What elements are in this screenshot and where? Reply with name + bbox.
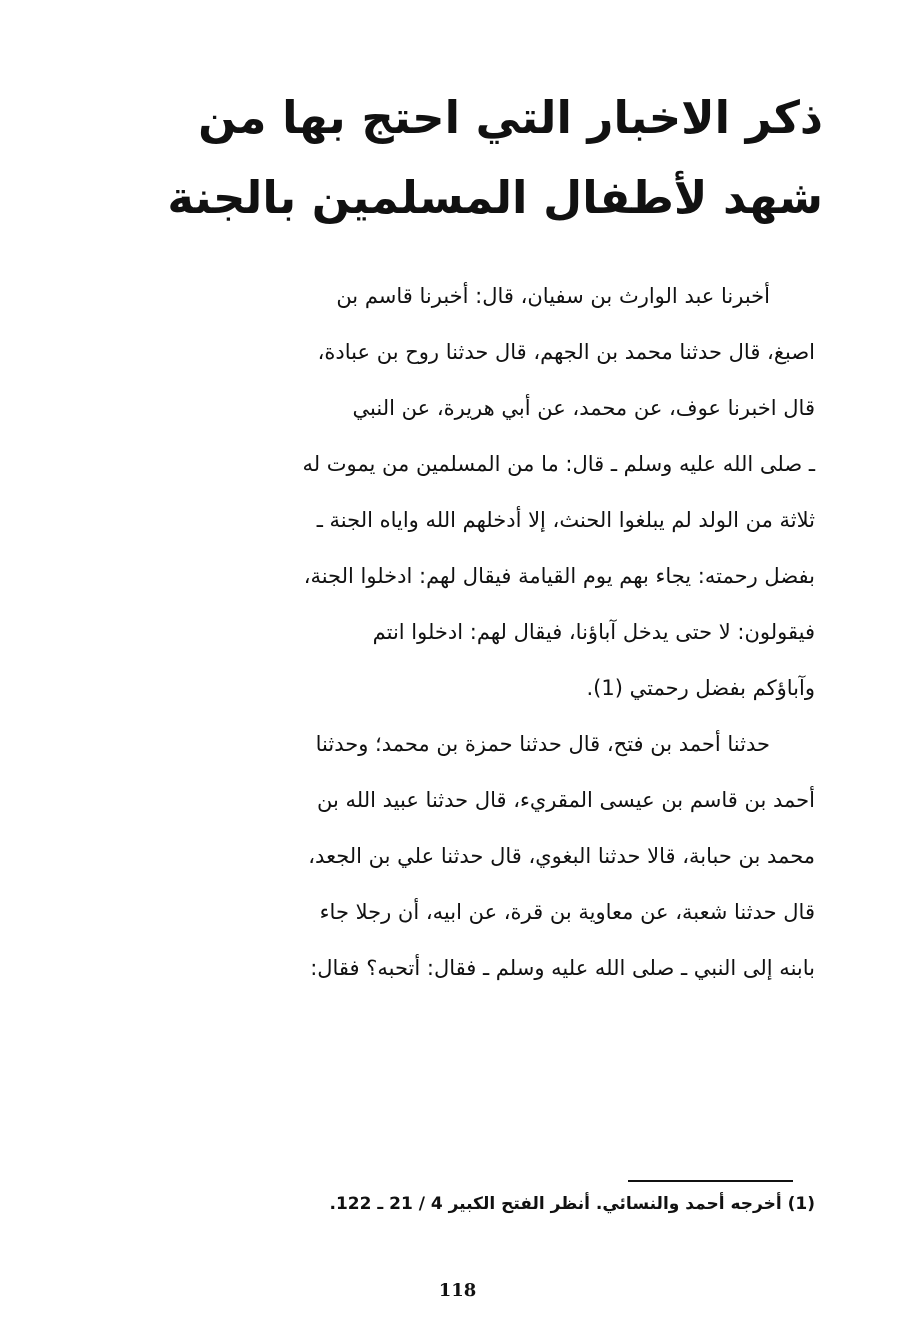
text-line: فيقولون: لا حتى يدخل آباؤنا، فيقال لهم: ادخلوا انتم: [372, 620, 815, 644]
text-line: قال اخبرنا عوف، عن محمد، عن أبي هريرة، عن النبي: [352, 396, 815, 420]
text-line: أحمد بن قاسم بن عيسى المقريء، قال حدثنا عبيد الله بن: [317, 788, 815, 812]
text-line: بابنه إلى النبي ـ صلى الله عليه وسلم ـ فقال: أتحبه؟ فقال:: [310, 956, 815, 980]
footnote: (1) أخرجه أحمد والنسائي. أنظر الفتح الكبير 4 / 21 ـ 122.: [329, 1194, 815, 1214]
text-line: أخبرنا عبد الوارث بن سفيان، قال: أخبرنا قاسم بن: [336, 284, 770, 308]
paragraph: [165, 716, 815, 996]
footnote-divider: [628, 1180, 793, 1182]
title-line: ذكر الاخبار التي احتج بها من: [198, 91, 823, 144]
text-line: محمد بن حبابة، قالا حدثنا البغوي، قال حدثنا علي بن الجعد،: [308, 844, 815, 868]
text-line: وآباؤكم بفضل رحمتي (1).: [586, 676, 815, 700]
text-line: اصبغ، قال حدثنا محمد بن الجهم، قال حدثنا روح بن عبادة،: [317, 340, 815, 364]
text-line: ـ صلى الله عليه وسلم ـ قال: ما من المسلمين من يموت له: [302, 452, 815, 476]
text-line: ثلاثة من الولد لم يبلغوا الحنث، إلا أدخلهم الله واياه الجنة ـ: [316, 508, 815, 532]
text-line: بفضل رحمته: يجاء بهم يوم القيامة فيقال لهم: ادخلوا الجنة،: [303, 564, 815, 588]
page-number: 118: [438, 1280, 477, 1301]
paragraph: [165, 268, 815, 716]
text-line: حدثنا أحمد بن فتح، قال حدثنا حمزة بن محمد؛ وحدثنا: [315, 732, 770, 756]
text-line: قال حدثنا شعبة، عن معاوية بن قرة، عن ابيه، أن رجلا جاء: [319, 900, 815, 924]
title-line: شهد لأطفال المسلمين بالجنة: [167, 171, 823, 224]
chapter-title: [163, 78, 823, 238]
